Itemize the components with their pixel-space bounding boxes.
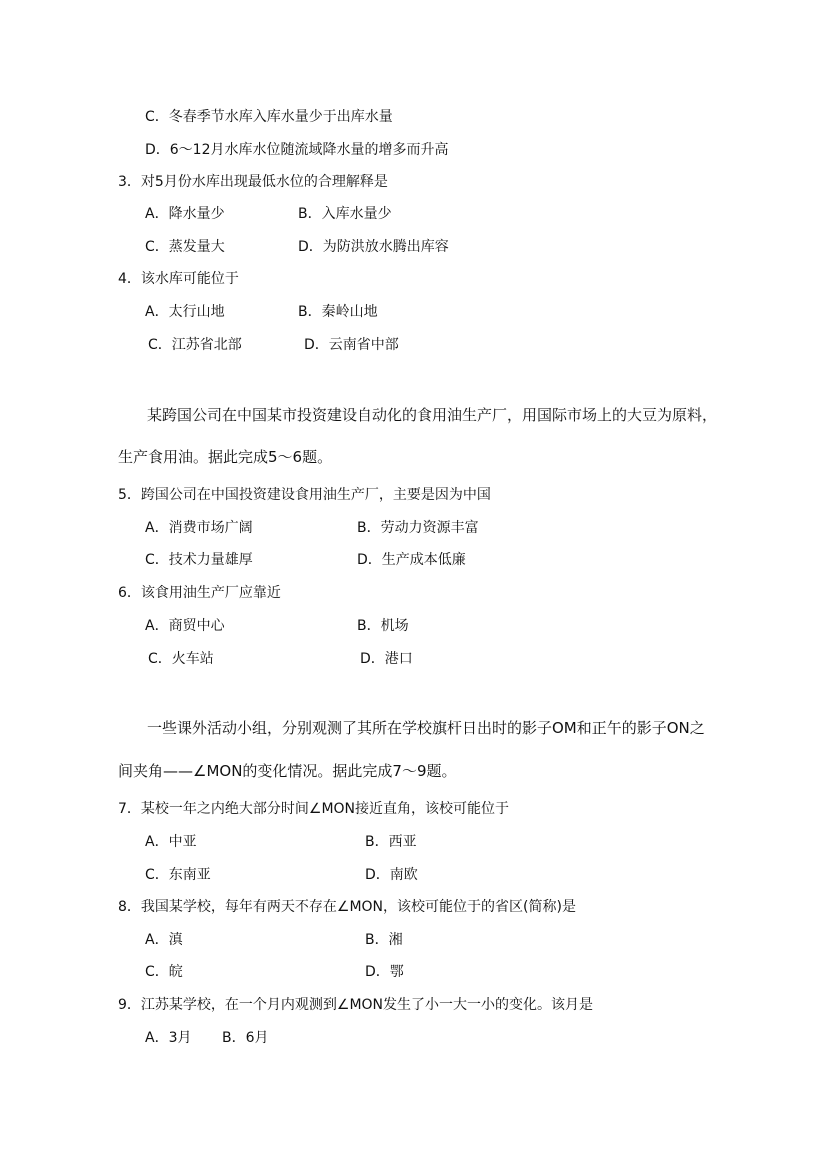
q3-option-c: C．蒸发量大	[145, 239, 225, 255]
question-stem-8: 8．我国某学校，每年有两天不存在∠MON，该校可能位于的省区(简称)是	[118, 899, 576, 915]
q8-option-c: C．皖	[145, 964, 183, 980]
q8-option-a: A．滇	[145, 932, 183, 948]
q9-option-b: B．6月	[222, 1030, 269, 1046]
q8-option-d: D．鄂	[365, 964, 404, 980]
q5-option-a: A．消费市场广阔	[145, 520, 253, 536]
q4-option-d: D．云南省中部	[304, 337, 399, 353]
q4-option-b: B．秦岭山地	[298, 304, 378, 320]
q5-option-d: D．生产成本低廉	[357, 552, 466, 568]
q5-option-c: C．技术力量雄厚	[145, 552, 253, 568]
question-stem-4: 4．该水库可能位于	[118, 271, 239, 287]
passage-2-line-1: 一些课外活动小组，分别观测了其所在学校旗杆日出时的影子OM和正午的影子ON之	[147, 719, 705, 737]
q3-option-d: D．为防洪放水腾出库容	[298, 239, 449, 255]
question-stem-3: 3．对5月份水库出现最低水位的合理解释是	[118, 174, 388, 190]
q6-option-c: C．火车站	[148, 651, 214, 667]
q6-option-d: D．港口	[360, 651, 413, 667]
q7-option-a: A．中亚	[145, 834, 197, 850]
q6-option-b: B．机场	[357, 618, 409, 634]
q4-option-a: A．太行山地	[145, 304, 225, 320]
q7-option-d: D．南欧	[365, 867, 418, 883]
question-stem-5: 5．跨国公司在中国投资建设食用油生产厂，主要是因为中国	[118, 487, 491, 503]
question-stem-7: 7．某校一年之内绝大部分时间∠MON接近直角，该校可能位于	[118, 801, 510, 817]
q3-option-a: A．降水量少	[145, 206, 225, 222]
q3-option-b: B．入库水量少	[298, 206, 392, 222]
passage-2-line-2: 间夹角——∠MON的变化情况。据此完成7～9题。	[118, 762, 457, 780]
q8-option-b: B．湘	[365, 932, 403, 948]
passage-1-line-1: 某跨国公司在中国某市投资建设自动化的食用油生产厂，用国际市场上的大豆为原料，	[147, 406, 718, 424]
q7-option-b: B．西亚	[365, 834, 417, 850]
q9-option-a: A．3月	[145, 1030, 192, 1046]
option-c: C．冬春季节水库入库水量少于出库水量	[145, 109, 393, 125]
passage-1-line-2: 生产食用油。据此完成5～6题。	[118, 448, 333, 466]
q6-option-a: A．商贸中心	[145, 618, 225, 634]
q7-option-c: C．东南亚	[145, 867, 211, 883]
q5-option-b: B．劳动力资源丰富	[357, 520, 479, 536]
question-stem-6: 6．该食用油生产厂应靠近	[118, 585, 281, 601]
question-stem-9: 9．江苏某学校，在一个月内观测到∠MON发生了小一大一小的变化。该月是	[118, 997, 594, 1013]
option-d: D．6～12月水库水位随流域降水量的增多而升高	[145, 142, 449, 158]
q4-option-c: C．江苏省北部	[148, 337, 242, 353]
